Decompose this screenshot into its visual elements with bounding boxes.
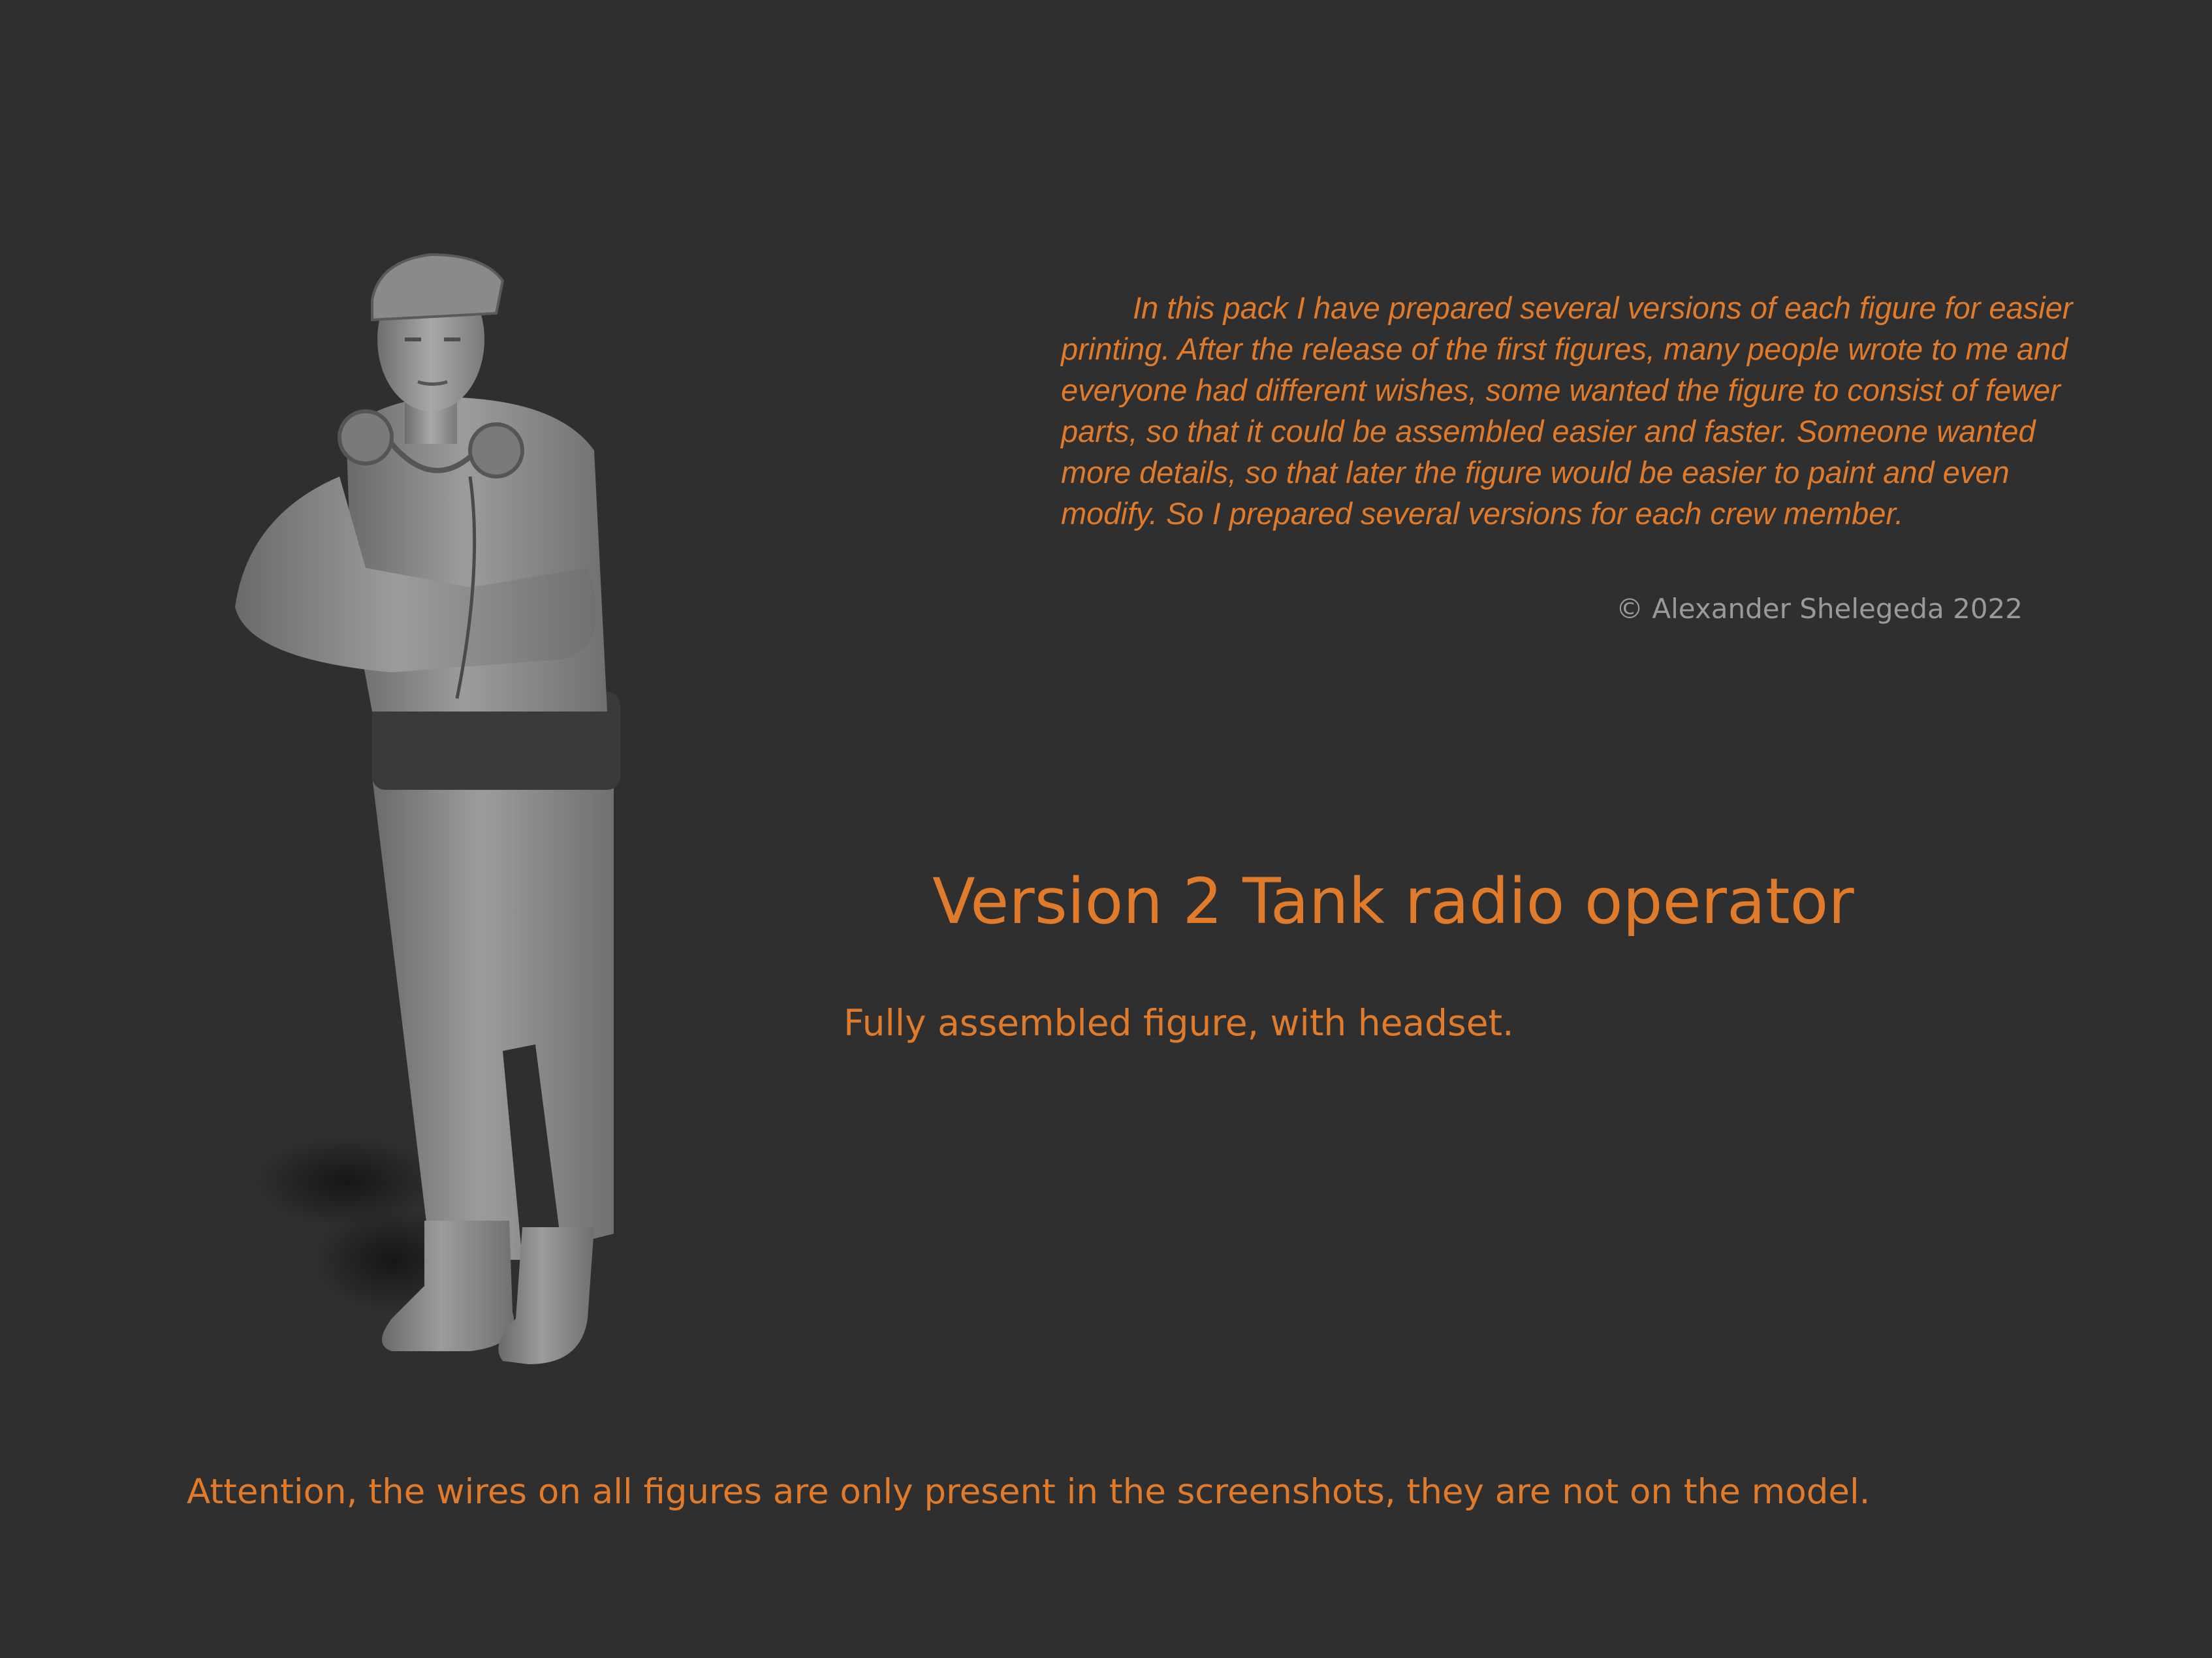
version-subtitle: Fully assembled figure, with headset. [844,1002,1514,1044]
headphone-left [340,411,392,463]
soldier-figure-render [196,242,692,1416]
version-title: Version 2 Tank radio operator [932,865,1854,938]
headphone-right [470,424,522,477]
intro-paragraph [1061,287,2106,534]
attention-note: Attention, the wires on all figures are only present in the screenshots, they are not on the model. [187,1472,1871,1512]
side-cap [372,255,503,320]
copyright-notice: © Alexander Shelegeda 2022 [1616,593,2023,625]
soldier-figure-svg [196,242,692,1416]
intro-text: In this pack I have prepared several versions of each figure for easier printing. After the release of the first figures, many people wrote to me and everyone had different wishes, some wanted the figure to consist of fewer parts, so that it could be assembled easier and faster. Someone wanted more details, so that later the figure would be easier to paint and even modify. So I prepared several versions for each crew member. [1061,290,2073,531]
